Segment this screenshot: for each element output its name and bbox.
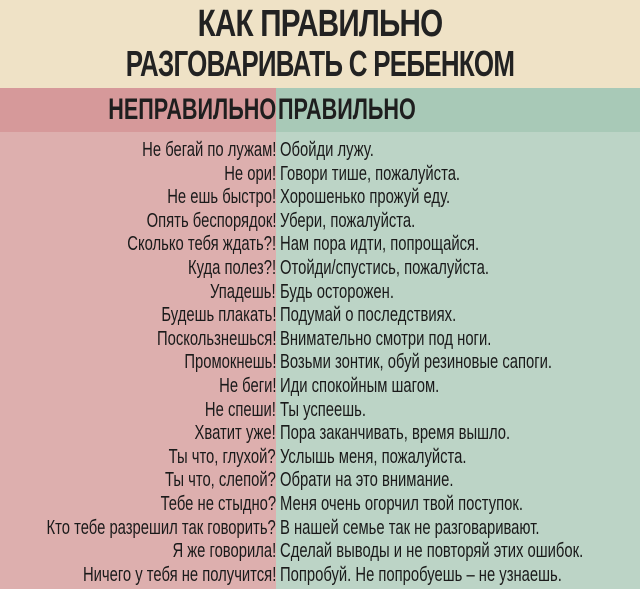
phrase-row: [0, 139, 640, 163]
right-phrase: Внимательно смотри под ноги.: [280, 327, 492, 350]
phrase-row: [0, 186, 640, 210]
phrase-list: [0, 139, 640, 587]
phrase-row: [0, 328, 640, 352]
phrase-row: [0, 163, 640, 187]
right-phrase: Обойди лужу.: [280, 139, 374, 161]
header: [0, 0, 640, 88]
wrong-phrase: Ничего у тебя не получится!: [82, 563, 276, 586]
wrong-phrase: Не ешь быстро!: [167, 186, 276, 209]
phrase-row: [0, 517, 640, 541]
right-header: ПРАВИЛЬНО: [278, 93, 416, 126]
wrong-phrase: Хватит уже!: [194, 422, 276, 445]
right-phrase: Возьми зонтик, обуй резиновые сапоги.: [280, 351, 553, 374]
right-phrase: Иди спокойным шагом.: [280, 374, 440, 397]
right-phrase: В нашей семье так не разговаривают.: [280, 516, 540, 539]
wrong-phrase: Сколько тебя ждать?!: [127, 233, 276, 256]
right-phrase: Говори тише, пожалуйста.: [280, 162, 461, 185]
phrase-row: [0, 304, 640, 328]
right-phrase: Нам пора идти, попрощайся.: [280, 233, 480, 256]
wrong-phrase: Не бегай по лужам!: [141, 139, 276, 161]
right-phrase: Обрати на это внимание.: [280, 469, 454, 492]
phrase-row: [0, 375, 640, 399]
wrong-phrase: Не беги!: [218, 374, 276, 397]
phrase-row: [0, 210, 640, 234]
wrong-phrase: Будешь плакать!: [160, 304, 276, 327]
phrase-row: [0, 493, 640, 517]
phrase-row: [0, 257, 640, 281]
right-phrase: Подумай о последствиях.: [280, 304, 457, 327]
right-phrase: Убери, пожалуйста.: [280, 209, 416, 232]
phrase-row: [0, 422, 640, 446]
right-phrase: Отойди/спустись, пожалуйста.: [280, 256, 489, 279]
wrong-phrase: Кто тебе разрешил так говорить?: [46, 516, 276, 539]
right-phrase: Ты успеешь.: [280, 398, 366, 421]
phrase-row: [0, 540, 640, 564]
right-phrase: Будь осторожен.: [280, 280, 394, 303]
wrong-header: НЕПРАВИЛЬНО: [108, 93, 276, 126]
wrong-phrase: Не спеши!: [205, 398, 276, 421]
right-phrase: Меня очень огорчил твой поступок.: [280, 492, 523, 515]
phrase-row: [0, 399, 640, 423]
phrase-row: [0, 233, 640, 257]
wrong-phrase: Ты что, глухой?: [169, 445, 276, 468]
wrong-phrase: Тебе не стыдно?: [160, 492, 276, 515]
wrong-phrase: Упадешь!: [210, 280, 276, 303]
right-phrase: Попробуй. Не попробуешь – не узнаешь.: [280, 563, 562, 586]
wrong-phrase: Куда полез?!: [187, 256, 276, 279]
title-line-1: КАК ПРАВИЛЬНО: [197, 3, 443, 45]
wrong-phrase: Поскользнешься!: [156, 327, 276, 350]
right-phrase: Хорошенько прожуй еду.: [280, 186, 451, 209]
phrase-row: [0, 351, 640, 375]
right-phrase: Услышь меня, пожалуйста.: [280, 445, 467, 468]
phrase-row: [0, 446, 640, 470]
wrong-phrase: Я же говорила!: [172, 540, 276, 563]
wrong-phrase: Опять беспорядок!: [146, 209, 276, 232]
phrase-row: [0, 469, 640, 493]
phrase-row: [0, 281, 640, 305]
wrong-phrase: Не ори!: [224, 162, 276, 185]
title-line-2: РАЗГОВАРИВАТЬ С РЕБЕНКОМ: [125, 43, 515, 84]
right-phrase: Пора заканчивать, время вышло.: [280, 422, 511, 445]
phrase-row: [0, 564, 640, 588]
wrong-phrase: Промокнешь!: [183, 351, 276, 374]
wrong-phrase: Ты что, слепой?: [165, 469, 276, 492]
right-phrase: Сделай выводы и не повторяй этих ошибок.: [280, 540, 584, 563]
